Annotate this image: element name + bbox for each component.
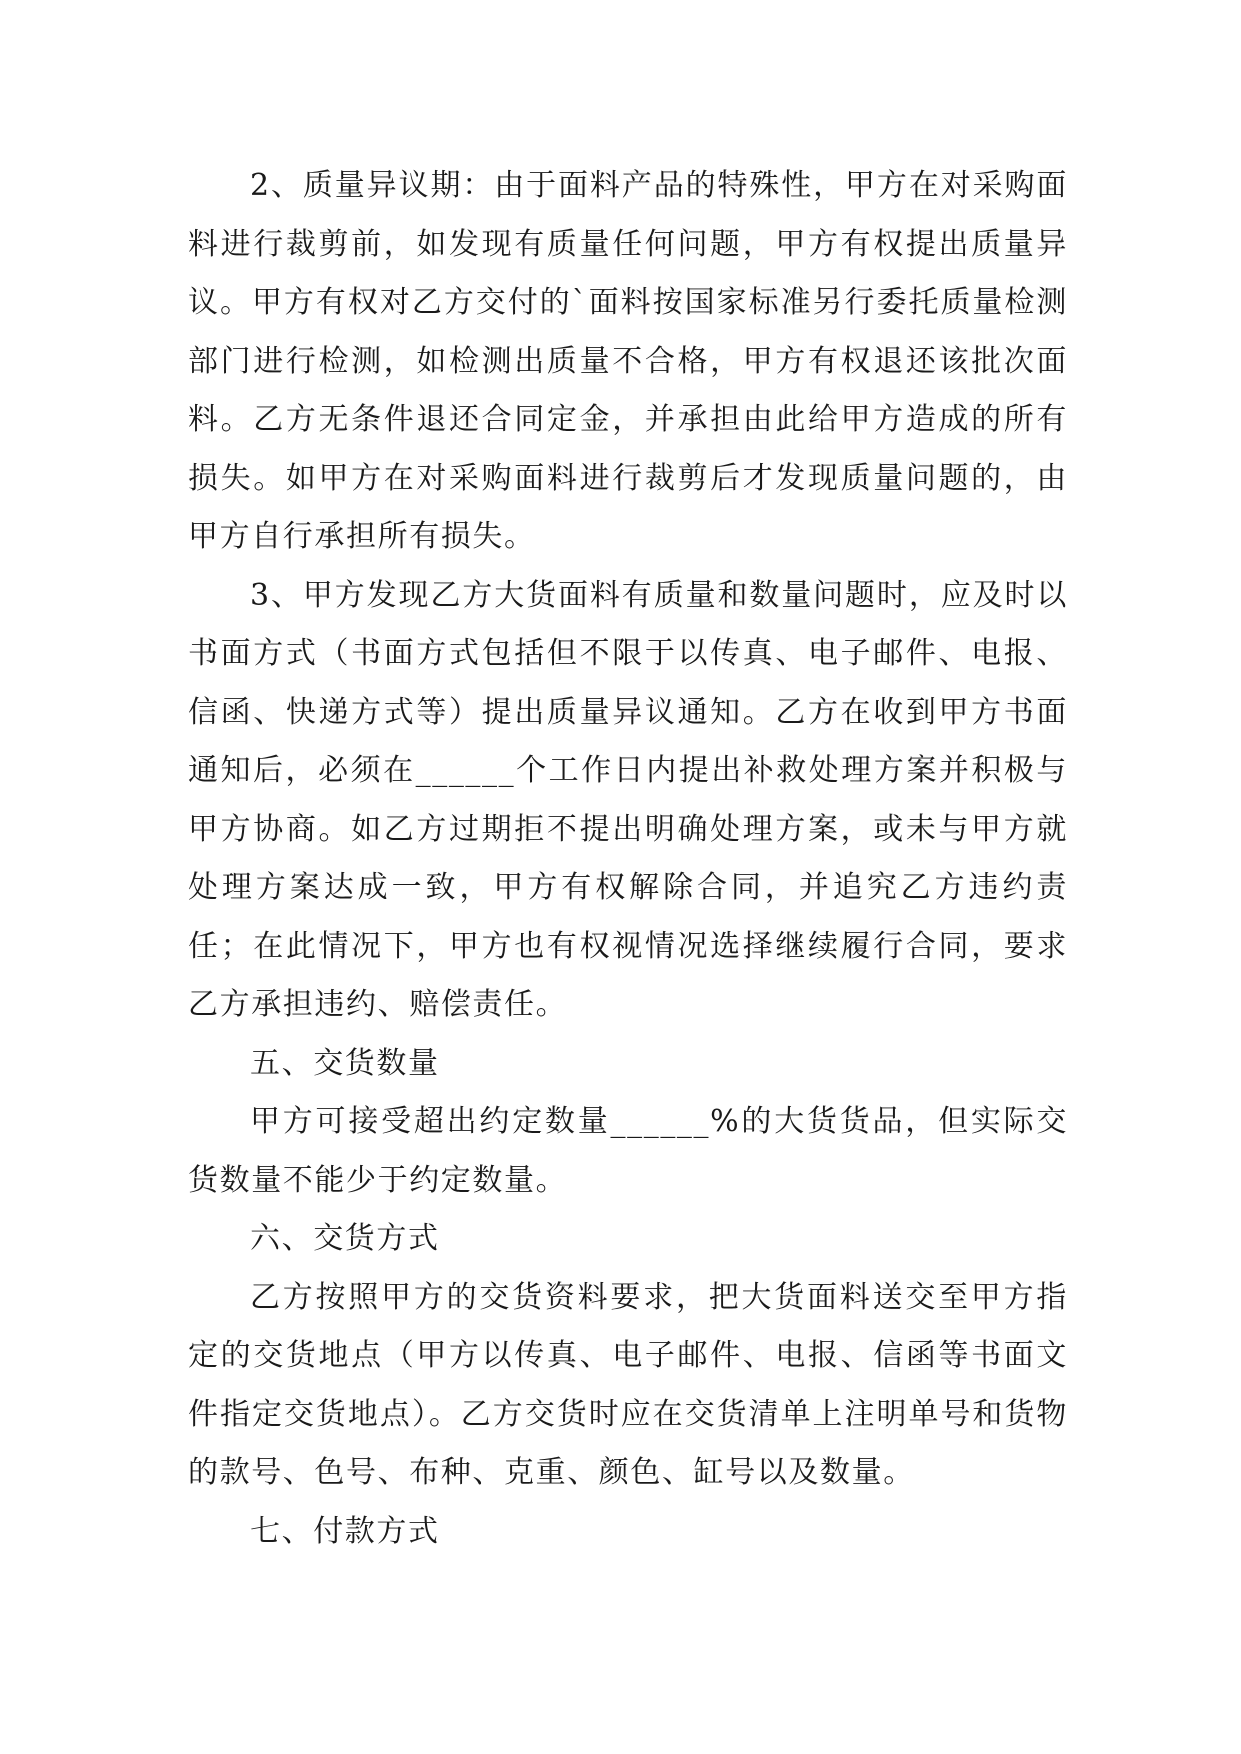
section-heading-delivery-quantity: 五、交货数量 <box>250 1045 440 1081</box>
section-heading-delivery-method: 六、交货方式 <box>250 1221 440 1256</box>
clause-quality-objection-period: 2、质量异议期：由于面料产品的特殊性，甲方在对采购面料进行裁剪前，如发现有质量任何问题，甲方有权提出质量异议。甲方有权对乙方交付的`面料按国家标准另行委托质量检测部门进行检测，如检测出质量不合格，甲方有权退还该批次面料。乙方无条件退还合同定金，并承担由此给甲方造成的所有损失。如甲方在对采购面料进行裁剪后才发现质量问题的，由甲方自行承担所有损失。 <box>188 168 1068 554</box>
document-body <box>188 157 1068 1561</box>
section-heading-payment-method: 七、付款方式 <box>250 1513 440 1549</box>
clause-delivery-method: 乙方按照甲方的交货资料要求，把大货面料送交至甲方指定的交货地点（甲方以传真、电子邮件、电报、信函等书面文件指定交货地点）。乙方交货时应在交货清单上注明单号和货物的款号、色号、布种、克重、颜色、缸号以及数量。 <box>188 1279 1068 1490</box>
clause-quality-quantity-issues: 3、甲方发现乙方大货面料有质量和数量问题时，应及时以书面方式（书面方式包括但不限于以传真、电子邮件、电报、信函、快递方式等）提出质量异议通知。乙方在收到甲方书面通知后，必须在______个工作日内提出补救处理方案并积极与甲方协商。如乙方过期拒不提出明确处理方案，或未与甲方就处理方案达成一致，甲方有权解除合同，并追究乙方违约责任；在此情况下，甲方也有权视情况选择继续履行合同，要求乙方承担违约、赔偿责任。 <box>188 577 1068 1022</box>
clause-delivery-quantity: 甲方可接受超出约定数量______%的大货货品，但实际交货数量不能少于约定数量。 <box>188 1104 1068 1198</box>
